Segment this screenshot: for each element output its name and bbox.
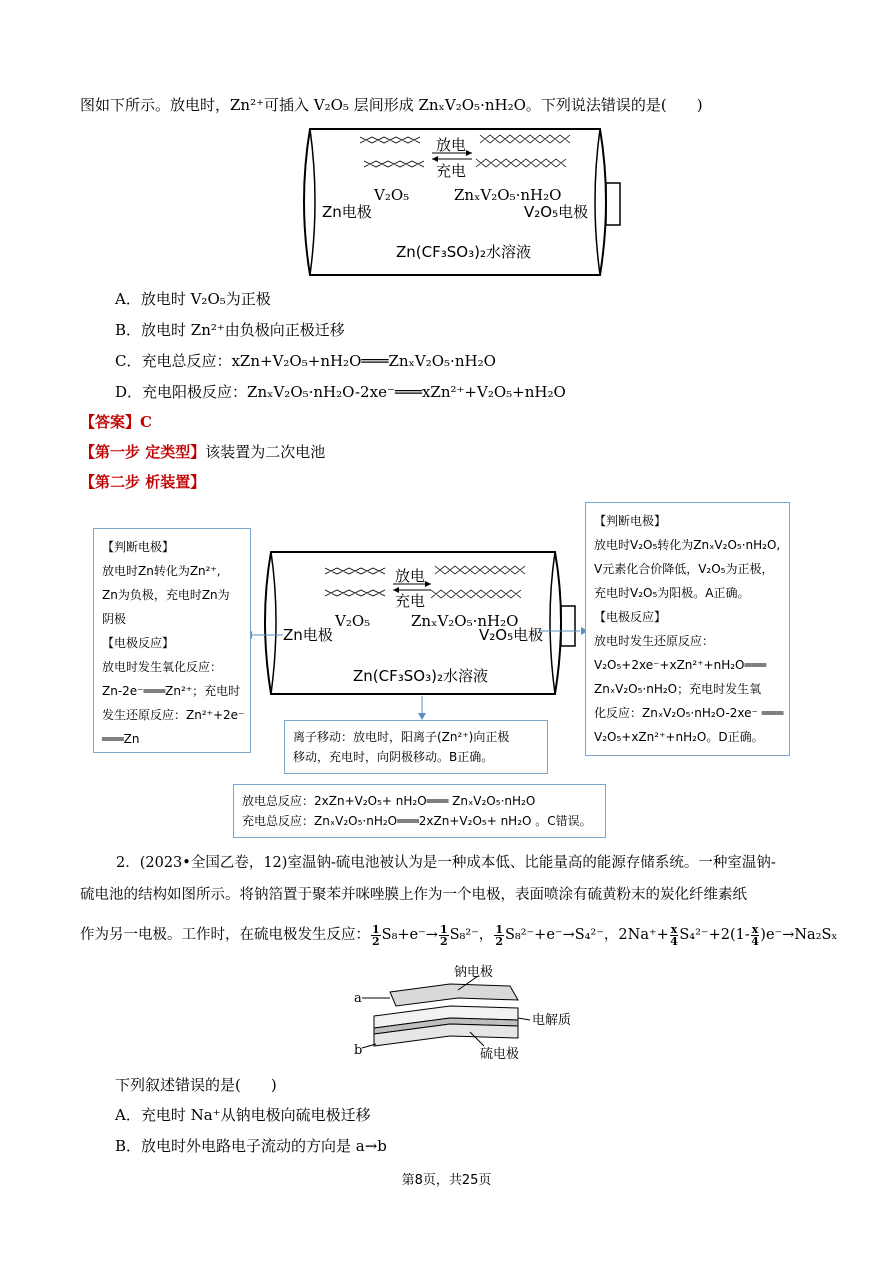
fraction: $\frac{1}{2}$ bbox=[495, 922, 503, 948]
box-line: 发生还原反应：Zn²⁺+2e⁻ bbox=[102, 708, 245, 722]
box-line: V₂O₅+2xe⁻+xZn²⁺+nH₂O═══ bbox=[594, 658, 767, 672]
box-line: ═══Zn bbox=[102, 732, 140, 746]
right-analysis-box bbox=[585, 502, 790, 756]
discharge-label: 放电 bbox=[395, 567, 426, 585]
q2-option-a: A．充电时 Na⁺从钠电极向硫电极迁移 bbox=[115, 1106, 371, 1124]
electrolyte-label: 电解质 bbox=[532, 1013, 572, 1028]
q2-option-b: B．放电时外电路电子流动的方向是 a→b bbox=[115, 1137, 387, 1155]
v2o5-label: V₂O₅ bbox=[335, 612, 371, 630]
znv2o5-label: ZnₓV₂O₅·nH₂O bbox=[411, 612, 519, 630]
v2o5-electrode-label: V₂O₅电极 bbox=[524, 203, 589, 221]
znv2o5-label: ZnₓV₂O₅·nH₂O bbox=[454, 186, 562, 204]
left-analysis-box bbox=[93, 528, 251, 753]
question-2-line2: 硫电池的结构如图所示。将钠箔置于聚苯并咪唑膜上作为一个电极，表面喷涂有硫黄粉末的炭化纤维素纸 bbox=[80, 887, 747, 903]
option-a: A．放电时 V₂O₅为正极 bbox=[115, 290, 271, 308]
step1-text: 该装置为二次电池 bbox=[205, 443, 326, 461]
box-line: 化反应：ZnₓV₂O₅·nH₂O-2xe⁻ ═══ bbox=[594, 706, 784, 720]
total-reaction-box bbox=[233, 784, 606, 838]
option-d: D．充电阳极反应：ZnₓV₂O₅·nH₂O-2xe⁻═══xZn²⁺+V₂O₅+nH₂O bbox=[115, 383, 566, 401]
step2-label: 【第二步 析装置】 bbox=[80, 473, 206, 491]
page-footer: 第8页，共25页 bbox=[401, 1173, 492, 1188]
arrow-down-icon bbox=[415, 696, 429, 720]
box-line: 放电总反应：2xZn+V₂O₅+ nH₂O═══ ZnₓV₂O₅·nH₂O bbox=[242, 794, 536, 808]
na-electrode-label: 钠电极 bbox=[454, 965, 494, 980]
box-heading: 【判断电极】 bbox=[594, 514, 667, 528]
znv2o5-crystal-icon bbox=[431, 566, 525, 598]
box-line: ZnₓV₂O₅·nH₂O；充电时发生氧 bbox=[594, 682, 762, 696]
question-2-line1: 2．(2023•全国乙卷，12)室温钠-硫电池被认为是一种成本低、比能量高的能源存储系统。一种室温钠- bbox=[116, 855, 776, 871]
zn-electrode-label: Zn电极 bbox=[322, 203, 372, 221]
s-electrode-label: 硫电极 bbox=[480, 1047, 520, 1062]
box-heading: 【电极反应】 bbox=[594, 610, 667, 624]
box-line: Zn-2e⁻═══Zn²⁺；充电时 bbox=[102, 684, 241, 698]
question-2-line3: 作为另一电极。工作时，在硫电极发生反应： $\frac{1}{2}$ S₈+e⁻→ $\frac{1}{2}$ S₈²⁻， $\frac{1}{2}$ S₈²⁻+e⁻→S₄²⁻，2Na⁺+ $\frac{x}{4}$ S₄²⁻+2(1- $\frac{x}{4}$ )e⁻→Na₂Sₓ bbox=[80, 922, 838, 948]
label-a: a bbox=[354, 991, 362, 1006]
discharge-label: 放电 bbox=[436, 136, 467, 154]
zn-electrode-label: Zn电极 bbox=[283, 626, 333, 644]
box-heading: 【判断电极】 bbox=[102, 540, 175, 554]
electrolyte-label: Zn(CF₃SO₃)₂水溶液 bbox=[353, 667, 488, 685]
charge-label: 充电 bbox=[395, 592, 426, 610]
answer-line bbox=[80, 412, 152, 432]
box-line: Zn为负极，充电时Zn为 bbox=[102, 588, 230, 602]
v2o5-crystal-icon bbox=[325, 568, 385, 596]
box-heading: 【电极反应】 bbox=[102, 636, 175, 650]
step1-label: 【第一步 定类型】 bbox=[80, 443, 206, 461]
fraction: $\frac{1}{2}$ bbox=[439, 922, 448, 948]
battery-diagram-2 bbox=[255, 548, 585, 698]
option-c: C．充电总反应：xZn+V₂O₅+nH₂O═══ZnₓV₂O₅·nH₂O bbox=[115, 352, 496, 370]
box-line: V₂O₅+xZn²⁺+nH₂O。D正确。 bbox=[594, 730, 764, 744]
box-line: 充电总反应：ZnₓV₂O₅·nH₂O═══2xZn+V₂O₅+ nH₂O 。C错误。 bbox=[242, 814, 592, 828]
v2o5-electrode-label: V₂O₅电极 bbox=[479, 626, 544, 644]
v2o5-label: V₂O₅ bbox=[374, 186, 410, 204]
charge-label: 充电 bbox=[436, 162, 467, 180]
label-b: b bbox=[354, 1043, 363, 1058]
fraction: $\frac{x}{4}$ bbox=[751, 922, 759, 948]
answer-value: C bbox=[140, 413, 152, 431]
box-line: 离子移动：放电时，阳离子(Zn²⁺)向正极 bbox=[293, 730, 510, 744]
box-line: V元素化合价降低，V₂O₅为正极， bbox=[594, 562, 774, 576]
step1-line bbox=[80, 442, 325, 462]
answer-label: 【答案】 bbox=[80, 413, 141, 431]
fraction: $\frac{x}{4}$ bbox=[670, 922, 678, 948]
arrow-left-icon bbox=[245, 628, 285, 642]
fraction: $\frac{1}{2}$ bbox=[372, 922, 380, 948]
box-line: 放电时Zn转化为Zn²⁺, bbox=[102, 564, 221, 578]
box-line: 放电时V₂O₅转化为ZnₓV₂O₅·nH₂O, bbox=[594, 538, 781, 552]
box-line: 阴极 bbox=[102, 612, 127, 626]
electrolyte-label: Zn(CF₃SO₃)₂水溶液 bbox=[396, 243, 531, 261]
box-line: 放电时发生氧化反应： bbox=[102, 660, 223, 674]
v2o5-crystal-icon bbox=[360, 137, 424, 167]
option-b: B．放电时 Zn²⁺由负极向正极迁移 bbox=[115, 321, 345, 339]
box-line: 移动，充电时，向阴极移动。B正确。 bbox=[293, 750, 494, 764]
arrow-right-icon bbox=[540, 624, 588, 638]
ion-migration-box bbox=[284, 720, 548, 774]
box-line: 放电时发生还原反应： bbox=[594, 634, 715, 648]
question-1-stem: 图如下所示。放电时，Zn²⁺可插入 V₂O₅ 层间形成 ZnₓV₂O₅·nH₂O。下列说法错误的是( ) bbox=[80, 96, 703, 114]
box-line: 充电时V₂O₅为阳极。A正确。 bbox=[594, 586, 750, 600]
battery-diagram-1 bbox=[300, 125, 630, 280]
question-2-stem: 下列叙述错误的是( ) bbox=[115, 1076, 277, 1094]
na-s-battery-diagram bbox=[350, 962, 590, 1062]
znv2o5-crystal-icon bbox=[476, 135, 570, 167]
